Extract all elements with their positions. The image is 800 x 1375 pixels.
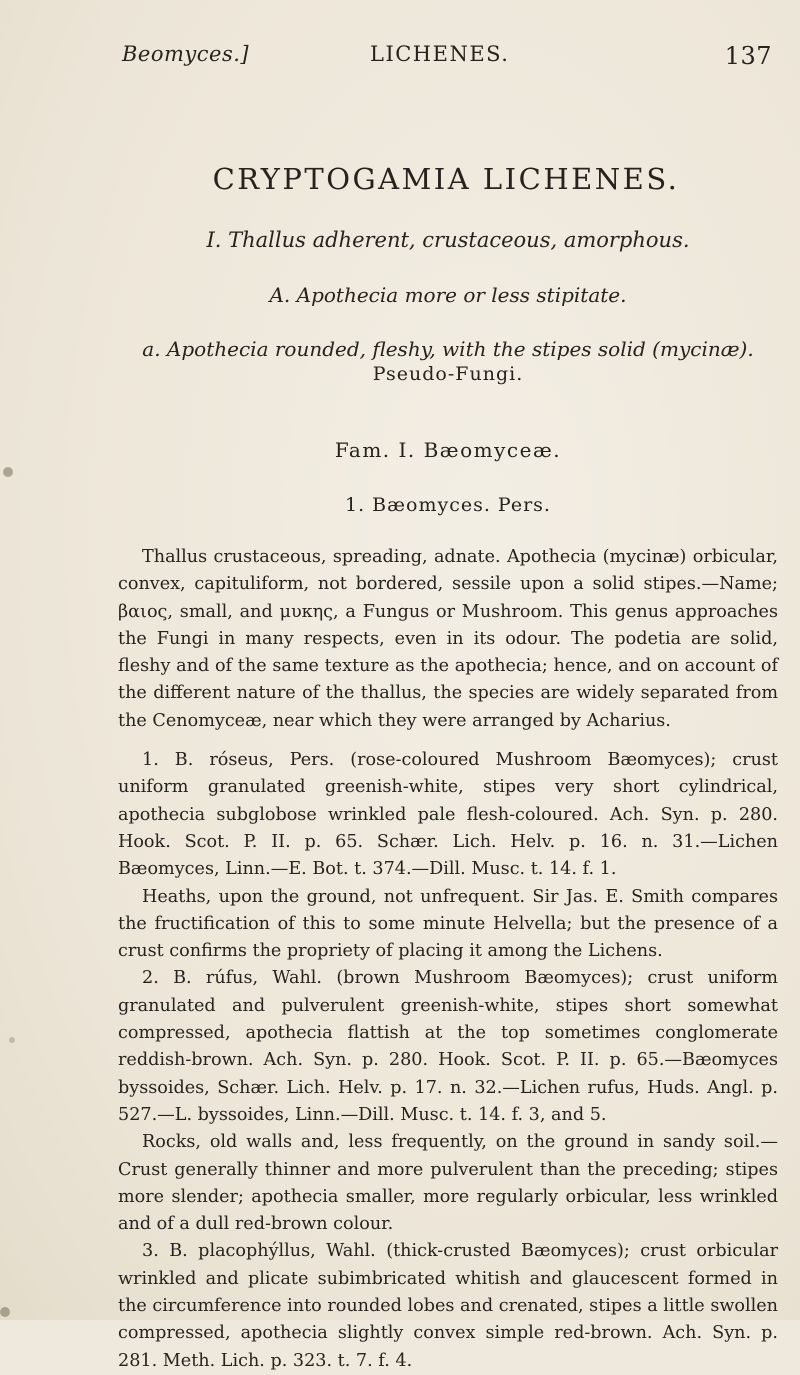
species-entry: 2. B. rúfus, Wahl. (brown Mushroom Bæomyces); crust uniform granulated and pulverulent greenish-white, stipes short somewhat compressed, apothecia flattish at the top sometimes conglomerate reddish-brown. Ach. Syn. p. 280. Hook. Scot. P. II. p. 65.—Bæomyces byssoides, Schær. Lich. Helv. p. 17. n. 32.—Lichen rufus, Huds. Angl. p. 527.—L. byssoides, Linn.—Dill. Musc. t. 14. f. 3, and 5.	[118, 968, 778, 1125]
genus-heading: 1. Bæomyces. Pers.	[345, 494, 551, 516]
running-head-title: LICHENES.	[370, 42, 510, 66]
page-number: 137	[724, 42, 772, 70]
page-title: CRYPTOGAMIA LICHENES.	[212, 162, 680, 196]
section-heading-I: I. Thallus adherent, crustaceous, amorphous.	[206, 228, 690, 252]
section-heading-a: a. Apothecia rounded, fleshy, with the stipes solid (mycinæ).	[142, 337, 754, 361]
section-heading-A: A. Apothecia more or less stipitate.	[269, 283, 627, 307]
family-heading: Fam. I. Bæomyceæ.	[334, 438, 562, 462]
foxing-spot	[9, 1037, 15, 1043]
species-entry: 3. B. placophýllus, Wahl. (thick-crusted Bæomyces); crust orbicular wrinkled and plicate subimbricated whitish and glaucescent formed in the circumference into rounded lobes and crenated, stipes a little swollen compressed, apothecia slightly convex simple red-brown. Ach. Syn. p. 281. Meth. Lich. p. 323. t. 7. f. 4.	[118, 1241, 778, 1371]
foxing-spot	[0, 1307, 10, 1317]
running-head	[122, 42, 772, 72]
body-text	[118, 544, 778, 1375]
running-head-genus: Beomyces.]	[122, 42, 250, 66]
genus-description: Thallus crustaceous, spreading, adnate. Apothecia (mycinæ) orbicular, convex, capituliform, not bordered, sessile upon a solid stipes.—Name; βαιος, small, and μυκης, a Fungus or Mushroom. This genus approaches the Fungi in many respects, even in its odour. The podetia are solid, fleshy and of the same texture as the apothecia; hence, and on account of the different nature of the thallus, the species are widely separated from the Cenomyceæ, near which they were arranged by Acharius.	[118, 547, 778, 731]
foxing-spot	[3, 467, 13, 477]
species-entry: 1. B. róseus, Pers. (rose-coloured Mushroom Bæomyces); crust uniform granulated greenish-white, stipes very short cylindrical, apothecia subglobose wrinkled pale flesh-coloured. Ach. Syn. p. 280. Hook. Scot. P. II. p. 65. Schær. Lich. Helv. p. 16. n. 31.—Lichen Bæomyces, Linn.—E. Bot. t. 374.—Dill. Musc. t. 14. f. 1.	[118, 750, 778, 880]
species-habitat: Heaths, upon the ground, not unfrequent. Sir Jas. E. Smith compares the fructification of this to some minute Helvella; but the presence of a crust confirms the propriety of placing it among the Lichens.	[118, 886, 778, 962]
species-habitat: Rocks, old walls and, less frequently, on the ground in sandy soil.—Crust generally thinner and more pulverulent than the preceding; stipes more slender; apothecia smaller, more regularly orbicular, less wrinkled and of a dull red-brown colour.	[118, 1132, 778, 1235]
subsection-heading: Pseudo-Fungi.	[372, 363, 524, 385]
